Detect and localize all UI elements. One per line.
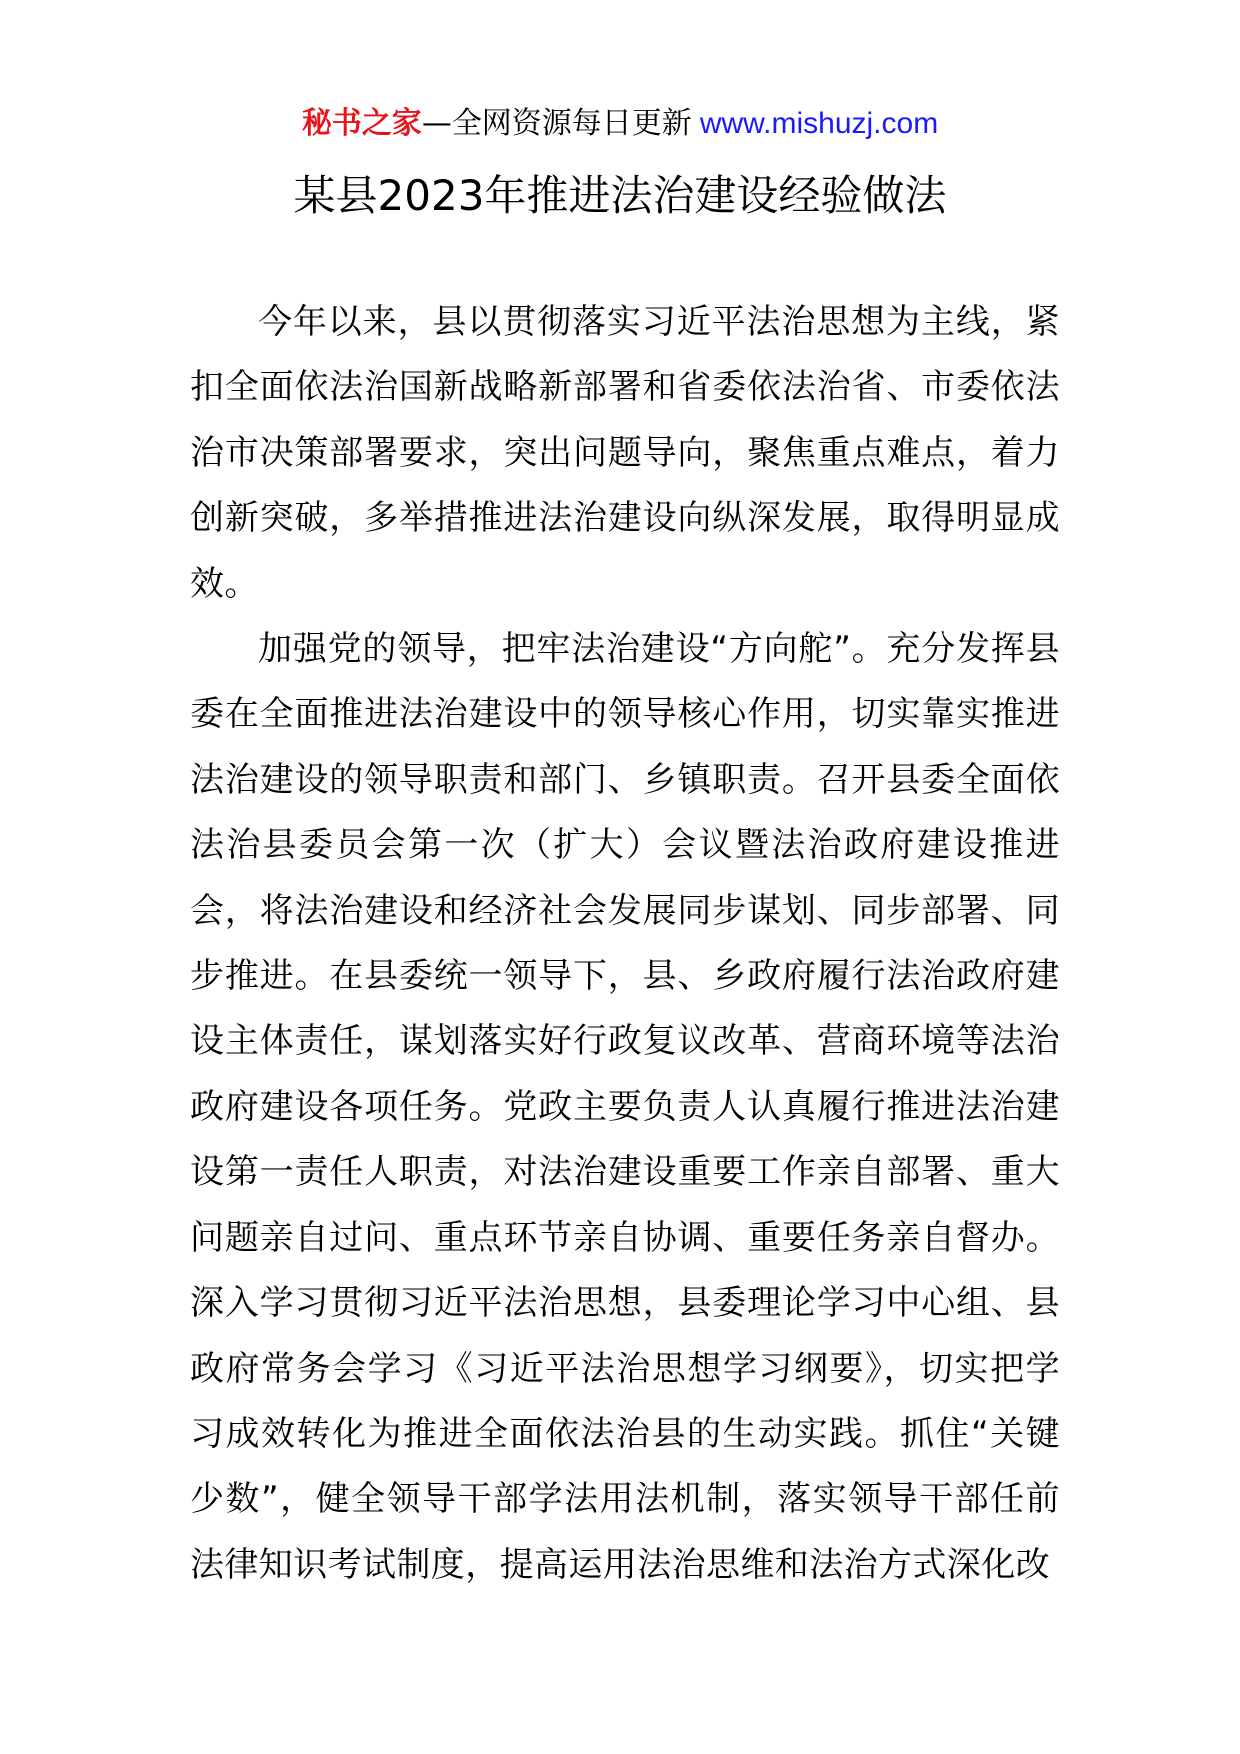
document-body <box>190 290 1060 1598</box>
site-url-link[interactable]: www.mishuzj.com <box>699 107 939 140</box>
site-slogan: —全网资源每日更新 <box>421 106 692 141</box>
site-brand: 秘书之家 <box>301 106 422 141</box>
paragraph-party-leadership: 加强党的领导，把牢法治建设“方向舵”。充分发挥县委在全面推进法治建设中的领导核心作用，切实靠实推进法治建设的领导职责和部门、乡镇职责。召开县委全面依法治县委员会第一次（扩大）会议暨法治政府建设推进会，将法治建设和经济社会发展同步谋划、同步部署、同步推进。在县委统一领导下，县、乡政府履行法治政府建设主体责任，谋划落实好行政复议改革、营商环境等法治政府建设各项任务。党政主要负责人认真履行推进法治建设第一责任人职责，对法治建设重要工作亲自部署、重大问题亲自过问、重点环节亲自协调、重要任务亲自督办。深入学习贯彻习近平法治思想，县委理论学习中心组、县政府常务会学习《习近平法治思想学习纲要》，切实把学习成效转化为推进全面依法治县的生动实践。抓住“关键少数”，健全领导干部学法用法机制，落实领导干部任前法律知识考试制度，提高运用法治思维和法治方式深化改 <box>190 629 1060 1585</box>
site-header <box>0 104 1240 144</box>
paragraph-intro: 今年以来，县以贯彻落实习近平法治思想为主线，紧扣全面依法治国新战略新部署和省委依法治省、市委依法治市决策部署要求，突出问题导向，聚焦重点难点，着力创新突破，多举措推进法治建设向纵深发展，取得明显成效。 <box>190 302 1060 604</box>
document-title: 某县2023年推进法治建设经验做法 <box>293 171 947 220</box>
